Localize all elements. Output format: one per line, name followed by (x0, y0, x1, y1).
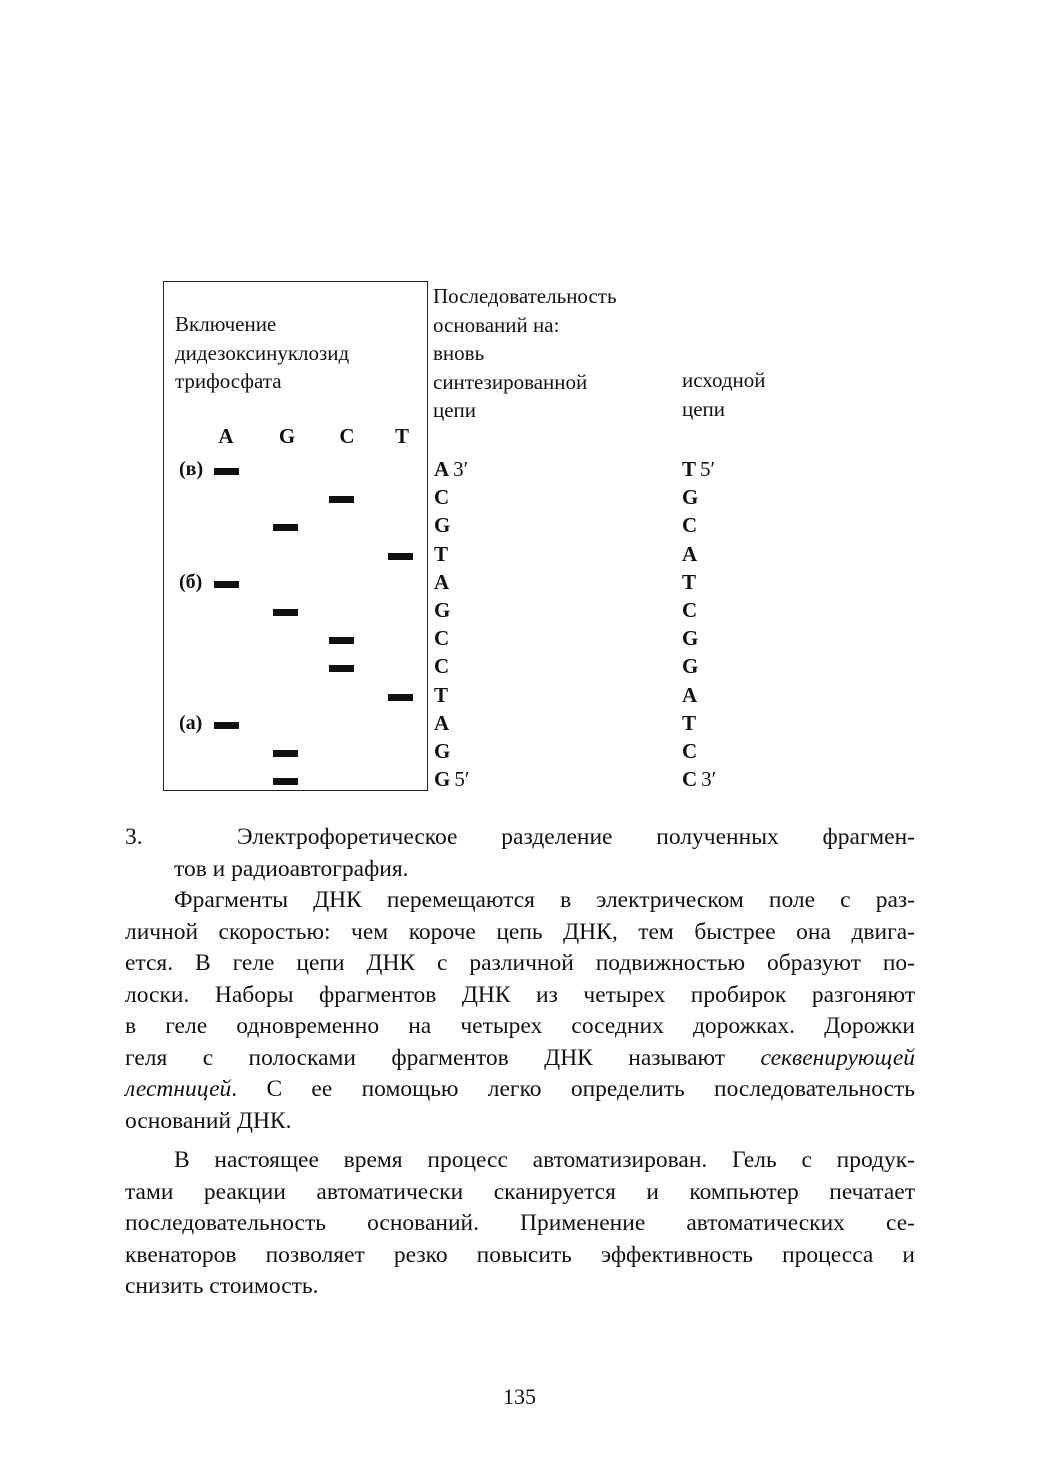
sequence-header-line: оснований на: (433, 312, 560, 337)
new-strand-base: G 5′ (434, 767, 470, 792)
list-item-number: 3. (125, 824, 143, 850)
paragraph-1 (125, 885, 915, 1137)
new-strand-base: G (434, 598, 451, 622)
gel-band (329, 496, 354, 503)
original-strand-base: C (682, 739, 698, 763)
gel-band (329, 637, 354, 644)
original-strand-base: G (682, 654, 699, 679)
text-line: тами реакции автоматически сканируется и компьютер печатает (125, 1178, 915, 1205)
lane-header-c: C (339, 424, 355, 448)
sequence-header (433, 282, 617, 425)
original-header-line: исходной (682, 368, 766, 392)
original-strand-base: A (682, 541, 698, 566)
original-strand-base: C (682, 598, 698, 622)
sequence-header-line: синтезированной (433, 369, 588, 394)
original-strand-base: G (682, 626, 699, 651)
original-header-line: цепи (682, 396, 726, 421)
gel-band (329, 665, 354, 672)
new-strand-base: C (434, 654, 450, 679)
sequence-header-line: Последовательность (433, 284, 617, 308)
text-line: В настоящее время процесс автоматизирован. Гель с продук- (174, 1147, 915, 1173)
incorporation-label-line: трифосфата (175, 369, 282, 393)
original-strand-header (682, 366, 766, 423)
fragment-label: (в) (179, 458, 204, 480)
text-line: квенаторов позволяет резко повысить эффективность процесса и (125, 1241, 915, 1268)
sequence-header-line: цепи (433, 398, 477, 422)
new-strand-base: A (434, 710, 450, 735)
fragment-label: (а) (179, 711, 203, 734)
lane-header-a: A (218, 424, 234, 448)
new-strand-base: G (434, 739, 451, 763)
lane-header-t: T (394, 424, 409, 448)
fragment-label: (б) (179, 570, 203, 593)
list-item-text (125, 822, 915, 885)
text-line: лоски. Наборы фрагментов ДНК из четырех пробирок разгоняют (125, 981, 915, 1008)
original-strand-base: C (682, 513, 698, 538)
new-strand-base: T (434, 541, 449, 566)
gel-band (214, 581, 239, 588)
gel-band (273, 609, 298, 616)
original-strand-base: C 3′ (682, 767, 717, 792)
incorporation-label-line: Включение (175, 312, 277, 336)
original-strand-base: T 5′ (682, 457, 716, 481)
gel-band (214, 468, 239, 475)
text-line: Электрофоретическое разделение полученных фрагмен- (237, 824, 915, 850)
paragraph-2 (125, 1145, 915, 1303)
new-strand-base: A 3′ (434, 457, 469, 481)
text-line: Фрагменты ДНК перемещаются в электрическом поле с раз- (174, 887, 915, 913)
gel-band (273, 778, 298, 785)
text-line: снизить стоимость. (125, 1273, 319, 1299)
gel-band (214, 722, 239, 729)
new-strand-base: A (434, 569, 450, 594)
text-segment: геля с полосками фрагментов ДНК называют (125, 1044, 726, 1071)
lane-header-g: G (278, 424, 296, 448)
text-line (125, 1074, 915, 1106)
text-line (125, 1043, 915, 1075)
original-strand-base: T (682, 569, 697, 594)
gel-band (388, 694, 413, 701)
page-number: 135 (503, 1384, 536, 1409)
original-strand-base: G (682, 485, 699, 510)
italic-term: секвенирующей (760, 1044, 915, 1071)
gel-band (388, 553, 413, 560)
new-strand-base: C (434, 626, 450, 651)
gel-band (273, 524, 298, 531)
text-line: оснований ДНК. (125, 1107, 292, 1134)
gel-band (273, 750, 298, 757)
new-strand-base: C (434, 485, 450, 510)
sequence-header-line: вновь (433, 341, 485, 365)
original-strand-base: T (682, 710, 697, 735)
text-line: личной скоростью: чем короче цепь ДНК, тем быстрее она двига- (125, 918, 915, 945)
new-strand-base: G (434, 513, 451, 538)
text-line: тов и радиоавтография. (174, 855, 409, 882)
text-line: последовательность оснований. Применение автоматических се- (125, 1210, 915, 1236)
italic-term: лестницей (125, 1076, 232, 1102)
incorporation-label-line: дидезоксинуклозид (175, 340, 350, 365)
original-strand-base: A (682, 682, 698, 707)
text-line: в геле одновременно на четырех соседних дорожках. Дорожки (125, 1013, 915, 1039)
text-line: ется. В геле цепи ДНК с различной подвижностью образуют по- (125, 950, 915, 976)
text-segment: . С ее помощью легко определить последовательность (231, 1076, 915, 1102)
new-strand-base: T (434, 682, 449, 707)
incorporation-label (175, 310, 349, 396)
